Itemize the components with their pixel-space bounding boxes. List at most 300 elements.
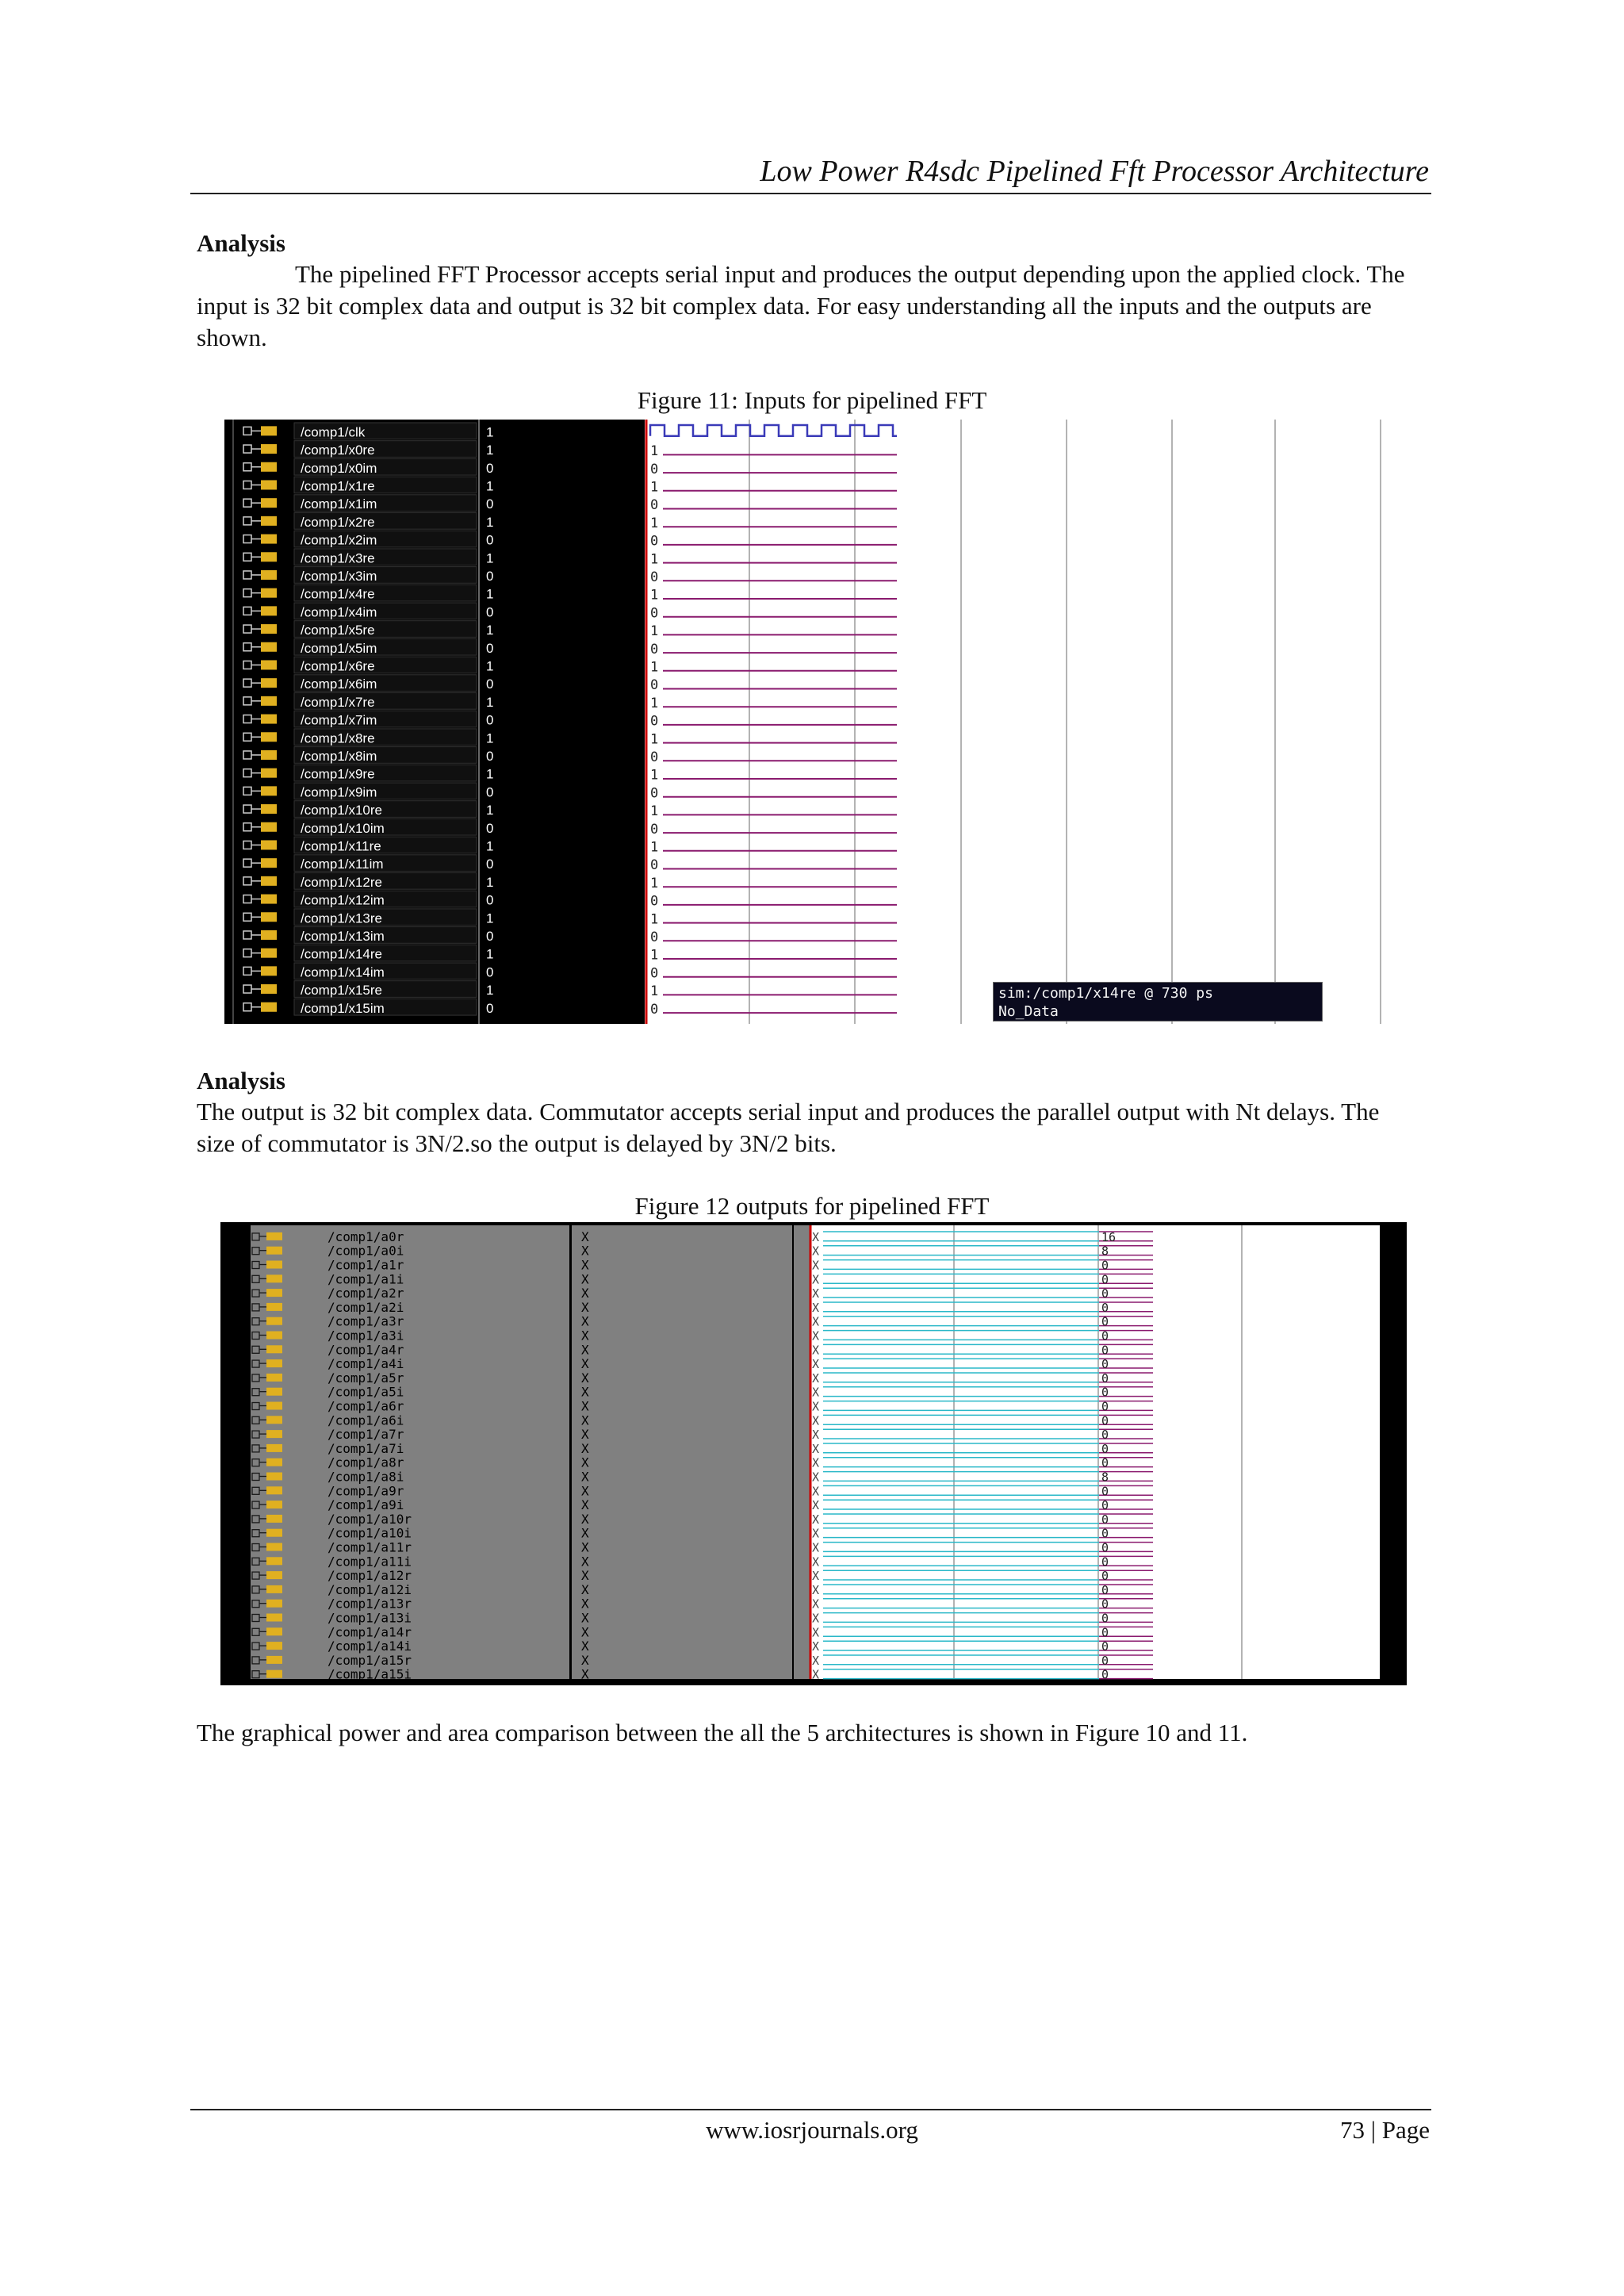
signal-value-label: 1 bbox=[486, 946, 494, 962]
signal-folder-icon bbox=[266, 1600, 282, 1608]
signal-value-label: X bbox=[581, 1384, 589, 1400]
signal-name-label: /comp1/x4im bbox=[301, 604, 377, 620]
figure-12-caption: Figure 12 outputs for pipelined FFT bbox=[634, 1192, 990, 1220]
signal-value-label: X bbox=[581, 1610, 589, 1626]
waveform-x-marker: X bbox=[812, 1343, 820, 1358]
signal-name-label: /comp1/x1re bbox=[301, 478, 375, 494]
signal-value-label: X bbox=[581, 1286, 589, 1301]
signal-name-label: /comp1/x8re bbox=[301, 730, 375, 746]
signal-folder-icon bbox=[266, 1543, 282, 1551]
name-pane-divider bbox=[478, 420, 480, 1024]
signal-name-label: /comp1/x2im bbox=[301, 532, 377, 548]
waveform-value-label: 0 bbox=[650, 497, 659, 514]
signal-value-label: 0 bbox=[486, 604, 494, 620]
signal-folder-icon bbox=[261, 966, 277, 976]
waveform-value-label: 0 bbox=[650, 1001, 659, 1018]
signal-value-label: 1 bbox=[486, 766, 494, 782]
waveform-value-label: 0 bbox=[1101, 1357, 1109, 1372]
signal-value-label: X bbox=[581, 1257, 589, 1273]
waveform-x-marker: X bbox=[812, 1639, 820, 1654]
signal-folder-icon bbox=[261, 570, 277, 580]
signal-name-label: /comp1/a4i bbox=[327, 1356, 404, 1372]
section-heading-analysis-2: Analysis bbox=[197, 1067, 285, 1094]
signal-value-label: X bbox=[581, 1624, 589, 1640]
waveform-x-marker: X bbox=[812, 1314, 820, 1329]
waveform-value-label: 0 bbox=[1101, 1596, 1109, 1612]
waveform-value-label: 1 bbox=[650, 443, 659, 460]
signal-folder-icon bbox=[261, 949, 277, 958]
signal-value-label: X bbox=[581, 1497, 589, 1513]
waveform-value-label: 0 bbox=[650, 749, 659, 765]
signal-folder-icon bbox=[266, 1232, 282, 1240]
signal-folder-icon bbox=[266, 1585, 282, 1593]
signal-folder-icon bbox=[266, 1571, 282, 1579]
signal-value-label: 1 bbox=[486, 586, 494, 602]
signal-value-label: X bbox=[581, 1539, 589, 1555]
signal-name-label: /comp1/a10r bbox=[327, 1511, 412, 1527]
waveform-value-label: 0 bbox=[1101, 1512, 1109, 1527]
signal-folder-icon bbox=[261, 588, 277, 598]
signal-name-label: /comp1/a15i bbox=[327, 1666, 412, 1682]
waveform-x-marker: X bbox=[812, 1484, 820, 1499]
footer-page-number: 73 | Page bbox=[1340, 2116, 1430, 2144]
signal-name-label: /comp1/x13im bbox=[301, 928, 385, 944]
signal-value-label: X bbox=[581, 1243, 589, 1259]
figure-11-waveform-svg bbox=[224, 420, 1390, 1024]
signal-folder-icon bbox=[261, 750, 277, 760]
signal-value-label: X bbox=[581, 1228, 589, 1244]
waveform-value-label: 0 bbox=[1101, 1300, 1109, 1315]
signal-value-label: X bbox=[581, 1568, 589, 1584]
signal-value-label: X bbox=[581, 1652, 589, 1668]
signal-name-label: /comp1/x13re bbox=[301, 910, 382, 926]
waveform-value-label: 0 bbox=[650, 605, 659, 622]
signal-name-label: /comp1/x9im bbox=[301, 784, 377, 800]
waveform-value-label: 8 bbox=[1101, 1470, 1109, 1485]
signal-folder-icon bbox=[266, 1614, 282, 1622]
signal-name-label: /comp1/x2re bbox=[301, 514, 375, 530]
signal-value-label: 0 bbox=[486, 1000, 494, 1016]
signal-value-label: 1 bbox=[486, 550, 494, 566]
waveform-x-marker: X bbox=[812, 1582, 820, 1597]
signal-value-label: X bbox=[581, 1328, 589, 1343]
signal-folder-icon bbox=[261, 660, 277, 669]
signal-name-label: /comp1/a7i bbox=[327, 1440, 404, 1456]
signal-folder-icon bbox=[261, 876, 277, 886]
signal-folder-icon bbox=[261, 822, 277, 832]
signal-folder-icon bbox=[261, 696, 277, 706]
signal-value-label: X bbox=[581, 1511, 589, 1527]
waveform-value-label: 0 bbox=[650, 821, 659, 838]
signal-name-label: /comp1/a6i bbox=[327, 1412, 404, 1428]
figure-12-waveform bbox=[220, 1222, 1407, 1685]
signal-name-label: /comp1/x5im bbox=[301, 640, 377, 656]
signal-folder-icon bbox=[266, 1332, 282, 1340]
signal-name-label: /comp1/a8r bbox=[327, 1455, 404, 1470]
signal-name-label: /comp1/a0r bbox=[327, 1228, 404, 1244]
signal-folder-icon bbox=[261, 462, 277, 472]
waveform-value-label: 1 bbox=[650, 983, 659, 1000]
signal-folder-icon bbox=[261, 858, 277, 868]
signal-folder-icon bbox=[261, 642, 277, 652]
signal-value-label: 1 bbox=[486, 694, 494, 710]
signal-folder-icon bbox=[261, 606, 277, 615]
signal-name-label: /comp1/x7im bbox=[301, 712, 377, 728]
waveform-x-marker: X bbox=[812, 1526, 820, 1541]
waveform-x-marker: X bbox=[812, 1413, 820, 1428]
waveform-value-label: 0 bbox=[1101, 1272, 1109, 1287]
tooltip-line-1: sim:/comp1/x14re @ 730 ps bbox=[998, 985, 1213, 1002]
waveform-value-label: 0 bbox=[1101, 1370, 1109, 1386]
signal-name-label: /comp1/x11re bbox=[301, 838, 381, 854]
paragraph-analysis-1-text: The pipelined FFT Processor accepts serial input and produces the output depending upon the applied clock. The input is 32 bit complex data and output is 32 bit complex data. For easy understanding all the inputs and the outputs are shown. bbox=[197, 260, 1405, 351]
signal-name-label: /comp1/a3i bbox=[327, 1328, 404, 1343]
figure-12-waveform-svg bbox=[220, 1222, 1407, 1685]
waveform-x-marker: X bbox=[812, 1300, 820, 1315]
signal-name-label: /comp1/a9i bbox=[327, 1497, 404, 1513]
signal-value-label: X bbox=[581, 1412, 589, 1428]
signal-value-label: 1 bbox=[486, 803, 494, 818]
waveform-x-marker: X bbox=[812, 1498, 820, 1513]
signal-value-label: 0 bbox=[486, 748, 494, 764]
signal-folder-icon bbox=[266, 1444, 282, 1452]
signal-folder-icon bbox=[261, 426, 277, 435]
running-title: Low Power R4sdc Pipelined Fft Processor Architecture bbox=[760, 155, 1429, 188]
waveform-value-label: 0 bbox=[1101, 1582, 1109, 1597]
footer-url: www.iosrjournals.org bbox=[706, 2116, 918, 2144]
signal-name-label: /comp1/a14i bbox=[327, 1639, 412, 1654]
waveform-value-label: 0 bbox=[1101, 1667, 1109, 1682]
signal-value-label: 0 bbox=[486, 460, 494, 476]
signal-folder-icon bbox=[261, 786, 277, 795]
signal-value-label: X bbox=[581, 1299, 589, 1315]
signal-name-label: /comp1/x0im bbox=[301, 460, 377, 476]
signal-folder-icon bbox=[261, 804, 277, 814]
signal-folder-icon bbox=[266, 1402, 282, 1410]
waveform-value-label: 0 bbox=[650, 461, 659, 477]
signal-folder-icon bbox=[266, 1642, 282, 1650]
signal-value-label: 1 bbox=[486, 874, 494, 890]
signal-folder-icon bbox=[266, 1317, 282, 1325]
signal-name-label: /comp1/a4r bbox=[327, 1342, 404, 1358]
waveform-x-marker: X bbox=[812, 1441, 820, 1456]
signal-name-label: /comp1/a0i bbox=[327, 1243, 404, 1259]
signal-folder-icon bbox=[266, 1359, 282, 1367]
signal-name-label: /comp1/x3re bbox=[301, 550, 375, 566]
signal-value-pane bbox=[572, 1225, 792, 1679]
signal-value-label: 1 bbox=[486, 910, 494, 926]
waveform-x-marker: X bbox=[812, 1370, 820, 1386]
signal-folder-icon bbox=[266, 1473, 282, 1481]
signal-name-label: /comp1/clk bbox=[301, 424, 366, 440]
signal-value-label: 0 bbox=[486, 784, 494, 800]
signal-name-label: /comp1/x10re bbox=[301, 803, 382, 818]
signal-value-label: 0 bbox=[486, 712, 494, 728]
footer-rule bbox=[190, 2109, 1431, 2110]
cursor-tooltip bbox=[993, 982, 1323, 1022]
waveform-value-label: 0 bbox=[1101, 1286, 1109, 1301]
waveform-value-label: 0 bbox=[1101, 1526, 1109, 1541]
signal-folder-icon bbox=[266, 1261, 282, 1269]
signal-value-label: 0 bbox=[486, 964, 494, 980]
signal-value-label: X bbox=[581, 1554, 589, 1570]
signal-folder-icon bbox=[266, 1515, 282, 1523]
signal-name-label: /comp1/a12r bbox=[327, 1568, 412, 1584]
pane-gutter bbox=[794, 1225, 810, 1679]
signal-value-label: 0 bbox=[486, 857, 494, 872]
signal-folder-icon bbox=[266, 1374, 282, 1382]
signal-folder-icon bbox=[261, 552, 277, 562]
signal-name-label: /comp1/x9re bbox=[301, 766, 375, 782]
signal-folder-icon bbox=[266, 1247, 282, 1255]
signal-folder-icon bbox=[266, 1303, 282, 1311]
waveform-value-label: 1 bbox=[650, 731, 659, 748]
signal-name-label: /comp1/a11r bbox=[327, 1539, 412, 1555]
name-pane-divider bbox=[569, 1225, 572, 1679]
signal-name-label: /comp1/a2i bbox=[327, 1299, 404, 1315]
waveform-value-label: 0 bbox=[1101, 1625, 1109, 1640]
signal-value-label: 0 bbox=[486, 677, 494, 692]
signal-value-label: X bbox=[581, 1440, 589, 1456]
waveform-x-marker: X bbox=[812, 1625, 820, 1640]
waveform-x-marker: X bbox=[812, 1596, 820, 1612]
signal-name-label: /comp1/x8im bbox=[301, 748, 377, 764]
signal-value-label: 1 bbox=[486, 478, 494, 494]
waveform-value-label: 1 bbox=[650, 551, 659, 568]
header-rule bbox=[190, 193, 1431, 194]
paragraph-analysis-2: The output is 32 bit complex data. Commutator accepts serial input and produces the parallel output with Nt delays. The size of commutator is 3N/2.so the output is delayed by 3N/2 bits. bbox=[197, 1098, 1380, 1157]
waveform-value-label: 0 bbox=[650, 533, 659, 550]
signal-value-label: X bbox=[581, 1342, 589, 1358]
signal-value-label: X bbox=[581, 1356, 589, 1372]
signal-name-label: /comp1/a1r bbox=[327, 1257, 404, 1273]
waveform-value-label: 0 bbox=[1101, 1639, 1109, 1654]
signal-value-label: X bbox=[581, 1525, 589, 1541]
signal-folder-icon bbox=[266, 1627, 282, 1635]
signal-folder-icon bbox=[266, 1656, 282, 1664]
waveform-value-label: 0 bbox=[1101, 1569, 1109, 1584]
signal-folder-icon bbox=[261, 732, 277, 742]
waveform-value-label: 1 bbox=[650, 587, 659, 604]
signal-name-label: /comp1/x11im bbox=[301, 857, 384, 872]
waveform-value-label: 0 bbox=[1101, 1343, 1109, 1358]
signal-value-label: X bbox=[581, 1427, 589, 1443]
waveform-value-label: 0 bbox=[650, 677, 659, 694]
signal-name-label: /comp1/a1i bbox=[327, 1271, 404, 1287]
signal-value-label: X bbox=[581, 1666, 589, 1682]
signal-value-label: X bbox=[581, 1271, 589, 1287]
waveform-value-label: 0 bbox=[1101, 1653, 1109, 1668]
signal-value-label: X bbox=[581, 1455, 589, 1470]
waveform-x-marker: X bbox=[812, 1244, 820, 1259]
signal-folder-icon bbox=[261, 624, 277, 634]
section-heading-analysis-1: Analysis bbox=[197, 229, 285, 257]
waveform-value-label: 0 bbox=[1101, 1554, 1109, 1570]
signal-folder-icon bbox=[261, 444, 277, 454]
signal-folder-icon bbox=[266, 1458, 282, 1466]
signal-name-label: /comp1/a9r bbox=[327, 1483, 404, 1499]
waveform-background bbox=[810, 1225, 1380, 1679]
closing-paragraph: The graphical power and area comparison between the all the 5 architectures is shown in Figure 10 and 11. bbox=[197, 1719, 1248, 1746]
signal-name-label: /comp1/x10im bbox=[301, 820, 385, 836]
signal-name-label: /comp1/a12i bbox=[327, 1581, 412, 1597]
waveform-value-label: 0 bbox=[1101, 1441, 1109, 1456]
signal-name-label: /comp1/a6r bbox=[327, 1398, 404, 1414]
waveform-x-marker: X bbox=[812, 1286, 820, 1301]
waveform-value-label: 1 bbox=[650, 659, 659, 676]
waveform-x-marker: X bbox=[812, 1653, 820, 1668]
waveform-value-label: 0 bbox=[650, 713, 659, 730]
waveform-value-label: 0 bbox=[1101, 1455, 1109, 1470]
signal-folder-icon bbox=[266, 1345, 282, 1353]
signal-value-label: 1 bbox=[486, 443, 494, 458]
waveform-value-label: 1 bbox=[650, 695, 659, 711]
signal-name-label: /comp1/x1im bbox=[301, 496, 377, 512]
signal-value-label: X bbox=[581, 1483, 589, 1499]
waveform-value-label: 1 bbox=[650, 479, 659, 496]
waveform-value-label: 0 bbox=[1101, 1385, 1109, 1400]
signal-folder-icon bbox=[261, 535, 277, 544]
waveform-x-marker: X bbox=[812, 1385, 820, 1400]
signal-name-label: /comp1/a10i bbox=[327, 1525, 412, 1541]
signal-name-label: /comp1/x12re bbox=[301, 874, 382, 890]
waveform-value-label: 0 bbox=[1101, 1428, 1109, 1443]
signal-name-label: /comp1/a8i bbox=[327, 1469, 404, 1485]
waveform-x-marker: X bbox=[812, 1399, 820, 1414]
signal-folder-icon bbox=[266, 1670, 282, 1678]
tooltip-line-2: No_Data bbox=[998, 1003, 1059, 1020]
signal-name-label: /comp1/a5i bbox=[327, 1384, 404, 1400]
signal-value-label: X bbox=[581, 1313, 589, 1329]
waveform-value-label: 1 bbox=[650, 947, 659, 964]
signal-name-label: /comp1/a5r bbox=[327, 1370, 404, 1386]
waveform-x-marker: X bbox=[812, 1540, 820, 1555]
signal-value-label: 0 bbox=[486, 820, 494, 836]
waveform-x-marker: X bbox=[812, 1455, 820, 1470]
signal-value-label: X bbox=[581, 1469, 589, 1485]
signal-value-label: 1 bbox=[486, 514, 494, 530]
signal-folder-icon bbox=[261, 715, 277, 724]
signal-name-label: /comp1/x3im bbox=[301, 568, 377, 584]
signal-name-label: /comp1/x5re bbox=[301, 623, 375, 638]
signal-name-label: /comp1/a2r bbox=[327, 1286, 404, 1301]
waveform-value-label: 0 bbox=[1101, 1399, 1109, 1414]
signal-value-label: X bbox=[581, 1398, 589, 1414]
signal-name-label: /comp1/a14r bbox=[327, 1624, 412, 1640]
waveform-value-label: 1 bbox=[650, 911, 659, 928]
figure-11-waveform bbox=[224, 420, 1390, 1024]
signal-value-label: 0 bbox=[486, 568, 494, 584]
waveform-value-label: 0 bbox=[1101, 1484, 1109, 1499]
signal-folder-icon bbox=[261, 984, 277, 994]
signal-name-label: /comp1/x0re bbox=[301, 443, 375, 458]
waveform-value-label: 0 bbox=[650, 893, 659, 910]
waveform-value-label: 0 bbox=[1101, 1413, 1109, 1428]
signal-folder-icon bbox=[261, 769, 277, 778]
signal-name-label: /comp1/x14im bbox=[301, 964, 385, 980]
waveform-value-label: 1 bbox=[650, 875, 659, 891]
waveform-x-marker: X bbox=[812, 1272, 820, 1287]
signal-value-label: 0 bbox=[486, 496, 494, 512]
signal-name-label: /comp1/x12im bbox=[301, 892, 385, 908]
waveform-value-label: 0 bbox=[650, 965, 659, 982]
waveform-x-marker: X bbox=[812, 1229, 820, 1244]
signal-value-label: 1 bbox=[486, 623, 494, 638]
signal-name-label: /comp1/x14re bbox=[301, 946, 382, 962]
waveform-value-label: 1 bbox=[650, 803, 659, 820]
signal-folder-icon bbox=[261, 912, 277, 922]
signal-name-label: /comp1/a11i bbox=[327, 1554, 412, 1570]
signal-name-label: /comp1/a3r bbox=[327, 1313, 404, 1329]
waveform-value-label: 0 bbox=[650, 857, 659, 874]
waveform-value-label: 1 bbox=[650, 515, 659, 531]
waveform-x-marker: X bbox=[812, 1357, 820, 1372]
signal-folder-icon bbox=[261, 480, 277, 489]
waveform-value-label: 0 bbox=[1101, 1314, 1109, 1329]
signal-name-label: /comp1/a13r bbox=[327, 1596, 412, 1612]
signal-folder-icon bbox=[261, 930, 277, 940]
signal-folder-icon bbox=[261, 895, 277, 904]
signal-name-label: /comp1/a13i bbox=[327, 1610, 412, 1626]
signal-value-label: 0 bbox=[486, 928, 494, 944]
waveform-x-marker: X bbox=[812, 1667, 820, 1682]
waveform-value-label: 1 bbox=[650, 767, 659, 784]
signal-value-label: 1 bbox=[486, 983, 494, 999]
waveform-x-marker: X bbox=[812, 1611, 820, 1626]
signal-value-label: X bbox=[581, 1596, 589, 1612]
waveform-value-label: 8 bbox=[1101, 1244, 1109, 1259]
waveform-value-label: 1 bbox=[650, 623, 659, 640]
waveform-value-label: 0 bbox=[650, 785, 659, 802]
signal-name-label: /comp1/a15r bbox=[327, 1652, 412, 1668]
signal-value-label: 0 bbox=[486, 640, 494, 656]
signal-name-label: /comp1/x6re bbox=[301, 658, 375, 674]
waveform-value-label: 0 bbox=[1101, 1498, 1109, 1513]
signal-name-label: /comp1/x15im bbox=[301, 1000, 385, 1016]
waveform-value-label: 0 bbox=[650, 569, 659, 585]
signal-folder-icon bbox=[266, 1416, 282, 1424]
waveform-value-label: 0 bbox=[1101, 1328, 1109, 1343]
signal-folder-icon bbox=[266, 1274, 282, 1282]
signal-folder-icon bbox=[266, 1388, 282, 1396]
waveform-x-marker: X bbox=[812, 1428, 820, 1443]
signal-folder-icon bbox=[261, 678, 277, 688]
signal-name-label: /comp1/x6im bbox=[301, 677, 377, 692]
signal-folder-icon bbox=[261, 840, 277, 849]
signal-value-label: X bbox=[581, 1370, 589, 1386]
signal-folder-icon bbox=[266, 1557, 282, 1565]
signal-name-label: /comp1/x4re bbox=[301, 586, 375, 602]
waveform-x-marker: X bbox=[812, 1554, 820, 1570]
signal-value-label: 1 bbox=[486, 658, 494, 674]
signal-value-label: X bbox=[581, 1581, 589, 1597]
signal-value-label: 0 bbox=[486, 532, 494, 548]
signal-folder-icon bbox=[261, 1002, 277, 1012]
signal-value-label: 1 bbox=[486, 730, 494, 746]
signal-value-label: 1 bbox=[486, 424, 494, 440]
signal-name-label: /comp1/x15re bbox=[301, 983, 382, 999]
waveform-x-marker: X bbox=[812, 1569, 820, 1584]
signal-folder-icon bbox=[266, 1529, 282, 1537]
waveform-value-label: 0 bbox=[1101, 1258, 1109, 1273]
signal-folder-icon bbox=[266, 1430, 282, 1438]
waveform-value-label: 0 bbox=[1101, 1540, 1109, 1555]
waveform-x-marker: X bbox=[812, 1258, 820, 1273]
signal-folder-icon bbox=[266, 1289, 282, 1297]
signal-value-label: X bbox=[581, 1639, 589, 1654]
name-pane-edge bbox=[232, 420, 234, 1024]
waveform-value-label: 0 bbox=[650, 641, 659, 657]
